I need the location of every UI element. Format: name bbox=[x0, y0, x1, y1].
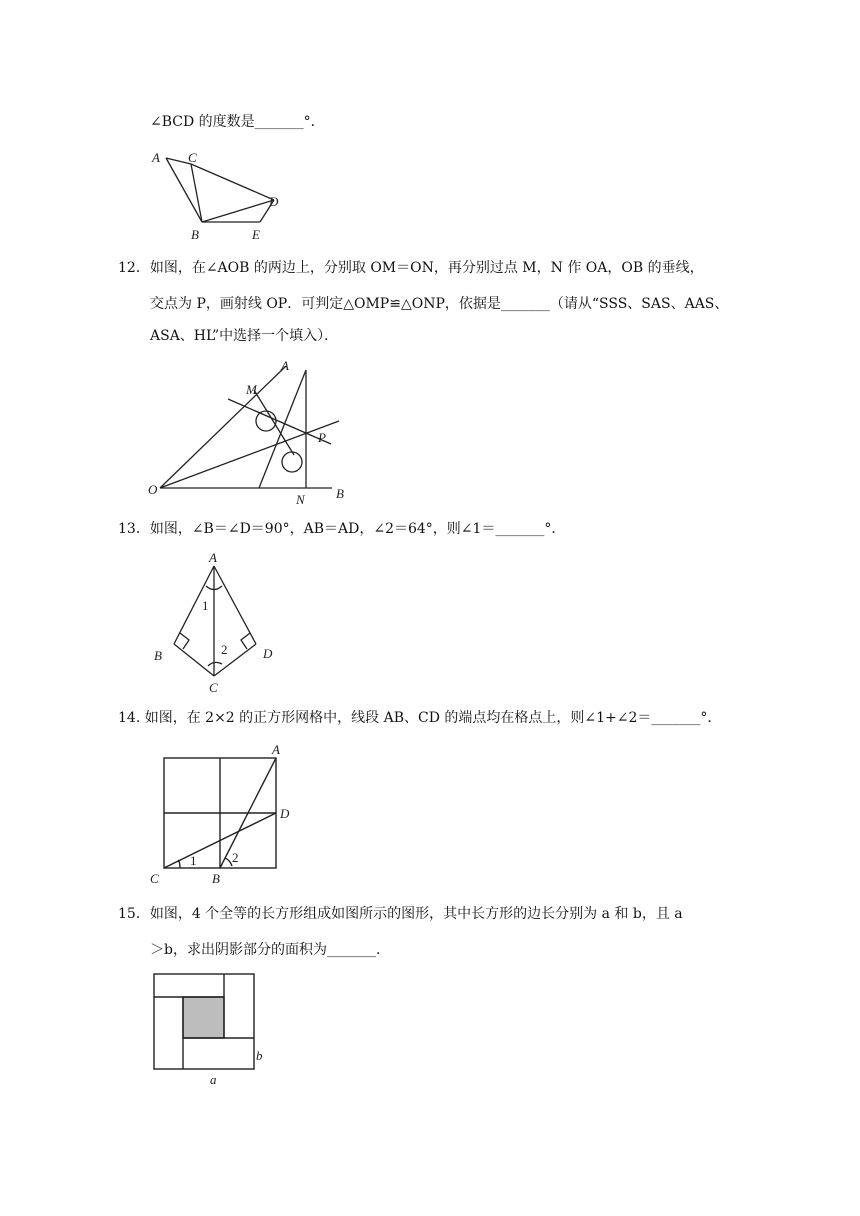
q12-text-line2: 交点为 P，画射线 OP．可判定△OMP≌△ONP，依据是_______（请从“SSS、SAS、AAS、 bbox=[150, 296, 729, 312]
q12-label-a: A bbox=[281, 358, 289, 373]
q12-label-p: P bbox=[318, 430, 326, 445]
q14-label-angle1: 1 bbox=[190, 853, 197, 868]
q11-label-a: A bbox=[152, 150, 160, 165]
q11-label-d: D bbox=[269, 194, 279, 209]
q11-label-b: B bbox=[191, 227, 199, 242]
q14-label-b: B bbox=[212, 871, 220, 886]
q15-label-b: b bbox=[256, 1048, 263, 1063]
q12-label-m: M bbox=[246, 382, 257, 397]
q11-text: ∠BCD 的度数是_______°． bbox=[150, 114, 325, 130]
q13-label-a: A bbox=[209, 550, 217, 565]
q13-label-angle2: 2 bbox=[221, 642, 228, 657]
q13-label-b: B bbox=[154, 648, 162, 663]
q12-label-b: B bbox=[336, 486, 344, 501]
q15-shaded-square bbox=[183, 997, 224, 1038]
q13-text: 13．如图，∠B＝∠D＝90°，AB＝AD，∠2＝64°，则∠1＝_______°． bbox=[118, 521, 566, 537]
q14-label-d: D bbox=[280, 806, 290, 821]
q11-figure bbox=[146, 146, 286, 242]
q14-label-c: C bbox=[150, 871, 159, 886]
q13-label-d: D bbox=[263, 646, 273, 661]
q13-label-c: C bbox=[209, 680, 218, 695]
q14-label-a: A bbox=[272, 742, 280, 757]
q12-text-line3: ASA、HL”中选择一个填入）． bbox=[150, 328, 339, 344]
q14-text: 14. 如图，在 2×2 的正方形网格中，线段 AB、CD 的端点均在格点上，则∠1+∠2＝_______°． bbox=[118, 710, 722, 726]
q15-text-line1: 15．如图，4 个全等的长方形组成如图所示的图形，其中长方形的边长分别为 a 和 b，且 a bbox=[118, 906, 683, 922]
q14-figure bbox=[146, 740, 296, 888]
q12-label-n: N bbox=[296, 492, 305, 506]
q12-label-o: O bbox=[148, 482, 158, 497]
q15-figure bbox=[146, 966, 274, 1088]
q15-text-line2: ＞b，求出阴影部分的面积为_______. bbox=[150, 942, 381, 958]
q13-figure bbox=[146, 548, 286, 698]
q11-label-c: C bbox=[188, 150, 197, 165]
q12-figure bbox=[146, 356, 348, 506]
q15-label-a: a bbox=[210, 1072, 217, 1087]
q14-label-angle2: 2 bbox=[232, 850, 239, 865]
q12-text-line1: 12．如图，在∠AOB 的两边上，分别取 OM＝ON，再分别过点 M，N 作 OA，OB 的垂线， bbox=[118, 260, 704, 276]
q11-label-e: E bbox=[252, 227, 260, 242]
q13-label-angle1: 1 bbox=[202, 598, 209, 613]
